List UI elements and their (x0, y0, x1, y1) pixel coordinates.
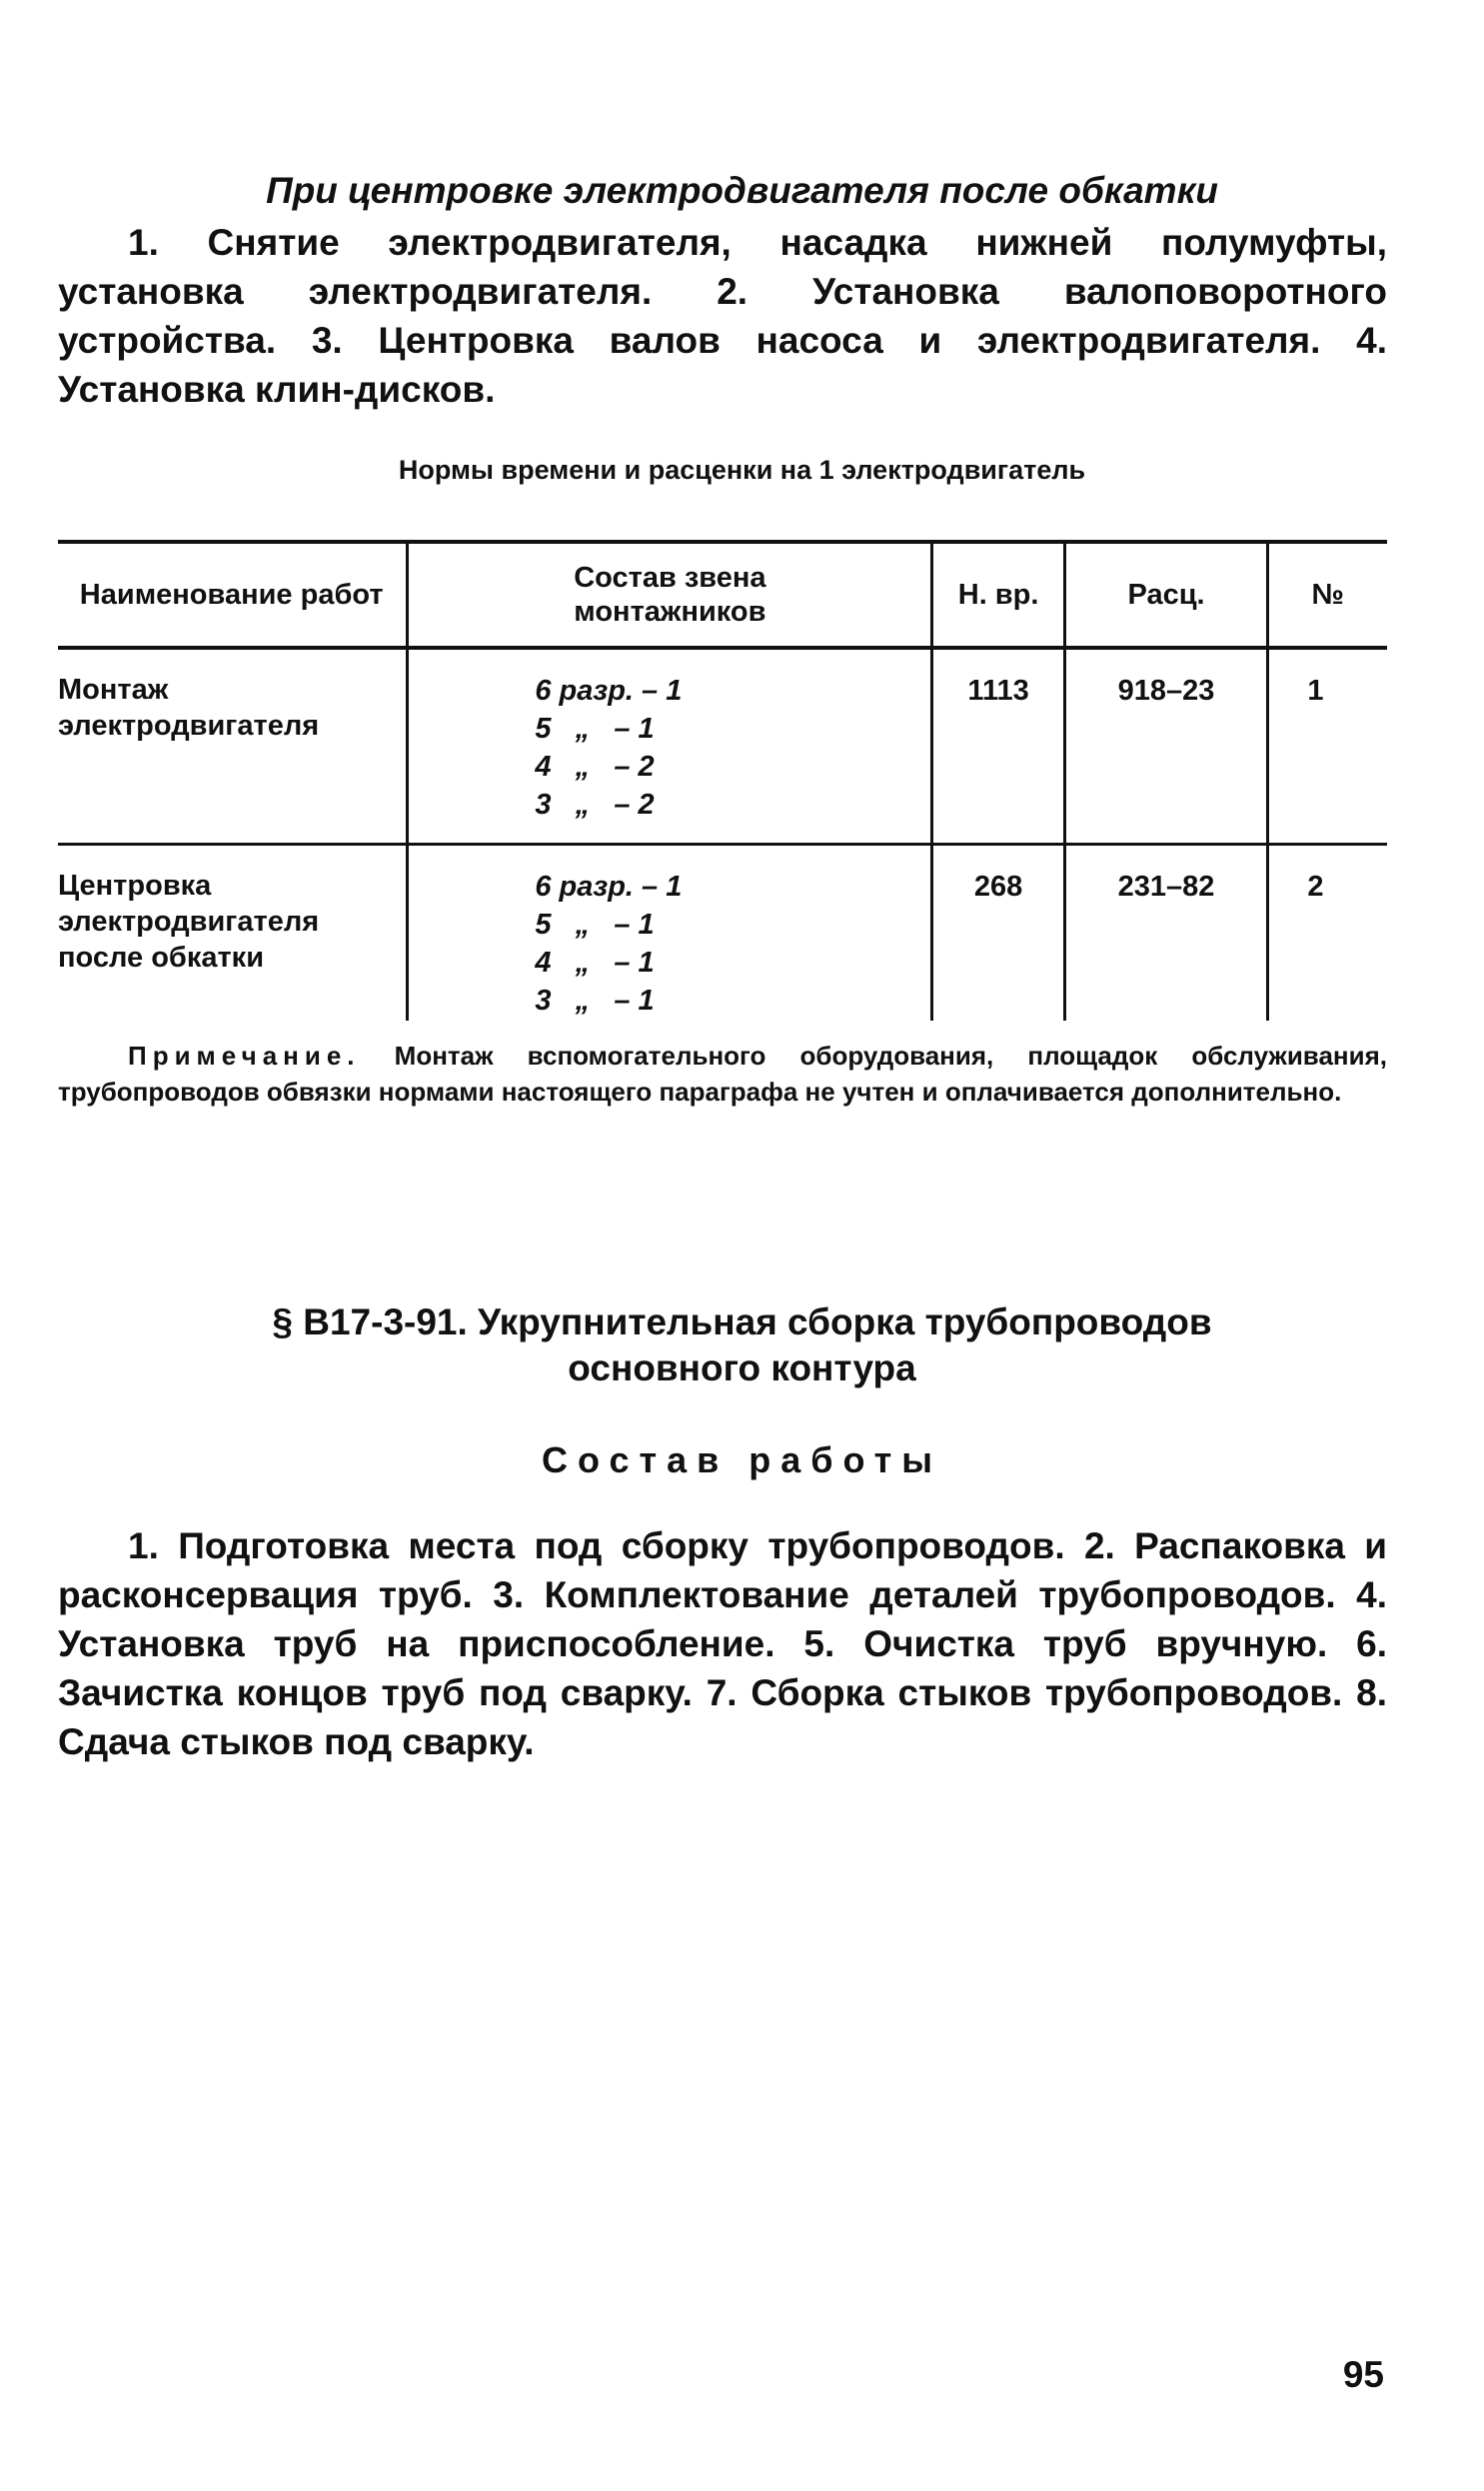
section-paragraph: 1. Снятие электродвигателя, насадка нижней полумуфты, установка электродвигателя. 2. Установка валоповоротного устройства. 3. Центровка валов насоса и электродвигателя. 4. Установка клин-дисков. (58, 222, 1387, 410)
row-number-cell: 1 (1268, 648, 1387, 845)
crew-line: 3 „ – 1 (535, 985, 655, 1017)
note-label: Примечание. (128, 1041, 361, 1071)
paragraph-heading-line: основного контура (568, 1347, 916, 1388)
row-name-cell (58, 648, 408, 845)
crew-line: 4 „ – 2 (535, 751, 655, 783)
row-name-cell (58, 845, 408, 1022)
row-number-cell: 2 (1268, 845, 1387, 1022)
row-time-cell: 268 (932, 845, 1064, 1022)
paragraph-heading-line: § В17-3-91. Укрупнительная сборка трубопроводов (272, 1301, 1212, 1342)
table-row (58, 845, 1387, 1022)
crew-line: 5 „ – 1 (535, 909, 655, 941)
table-header-row (58, 542, 1387, 648)
table-caption: Нормы времени и расценки на 1 электродвигатель (398, 455, 1086, 485)
section-title: При центровке электродвигателя после обкатки (266, 170, 1218, 211)
table-note (58, 1038, 1387, 1110)
paragraph-heading (0, 1299, 1484, 1391)
work-composition-heading: Состав работы (541, 1439, 943, 1480)
row-price-cell: 231–82 (1064, 845, 1268, 1022)
row-price-cell: 918–23 (1064, 648, 1268, 845)
header-number: № (1268, 542, 1387, 648)
norms-table (58, 540, 1387, 1021)
header-price: Расц. (1064, 542, 1268, 648)
header-crew: Состав звена монтажников (408, 542, 932, 648)
crew-line: 6 разр. – 1 (535, 871, 683, 903)
row-time-cell: 1113 (932, 648, 1064, 845)
work-name: Монтаж электродвигателя (58, 674, 320, 742)
work-composition-paragraph: 1. Подготовка места под сборку трубопроводов. 2. Распаковка и расконсервация труб. 3. Комплектование деталей трубопроводов. 4. Установка труб на приспособление. 5. Очистка труб вручную. 6. Зачистка концов труб под сварку. 7. Сборка стыков трубопроводов. 8. Сдача стыков под сварку. (58, 1525, 1387, 1762)
table-row (58, 648, 1387, 845)
header-time: Н. вр. (932, 542, 1064, 648)
header-name: Наименование работ (58, 542, 408, 648)
row-crew-cell (408, 648, 932, 845)
crew-line: 6 разр. – 1 (535, 675, 683, 707)
page-number: 95 (1342, 2354, 1384, 2395)
crew-line: 4 „ – 1 (535, 947, 655, 979)
note-text: Монтаж вспомогательного оборудования, площадок обслуживания, трубопроводов обвязки нормами настоящего параграфа не учтен и оплачивается дополнительно. (58, 1041, 1387, 1107)
row-crew-cell (408, 845, 932, 1022)
crew-line: 3 „ – 2 (535, 789, 655, 821)
crew-line: 5 „ – 1 (535, 713, 655, 745)
work-name: Центровка электродвигателя после обкатки (58, 870, 320, 974)
